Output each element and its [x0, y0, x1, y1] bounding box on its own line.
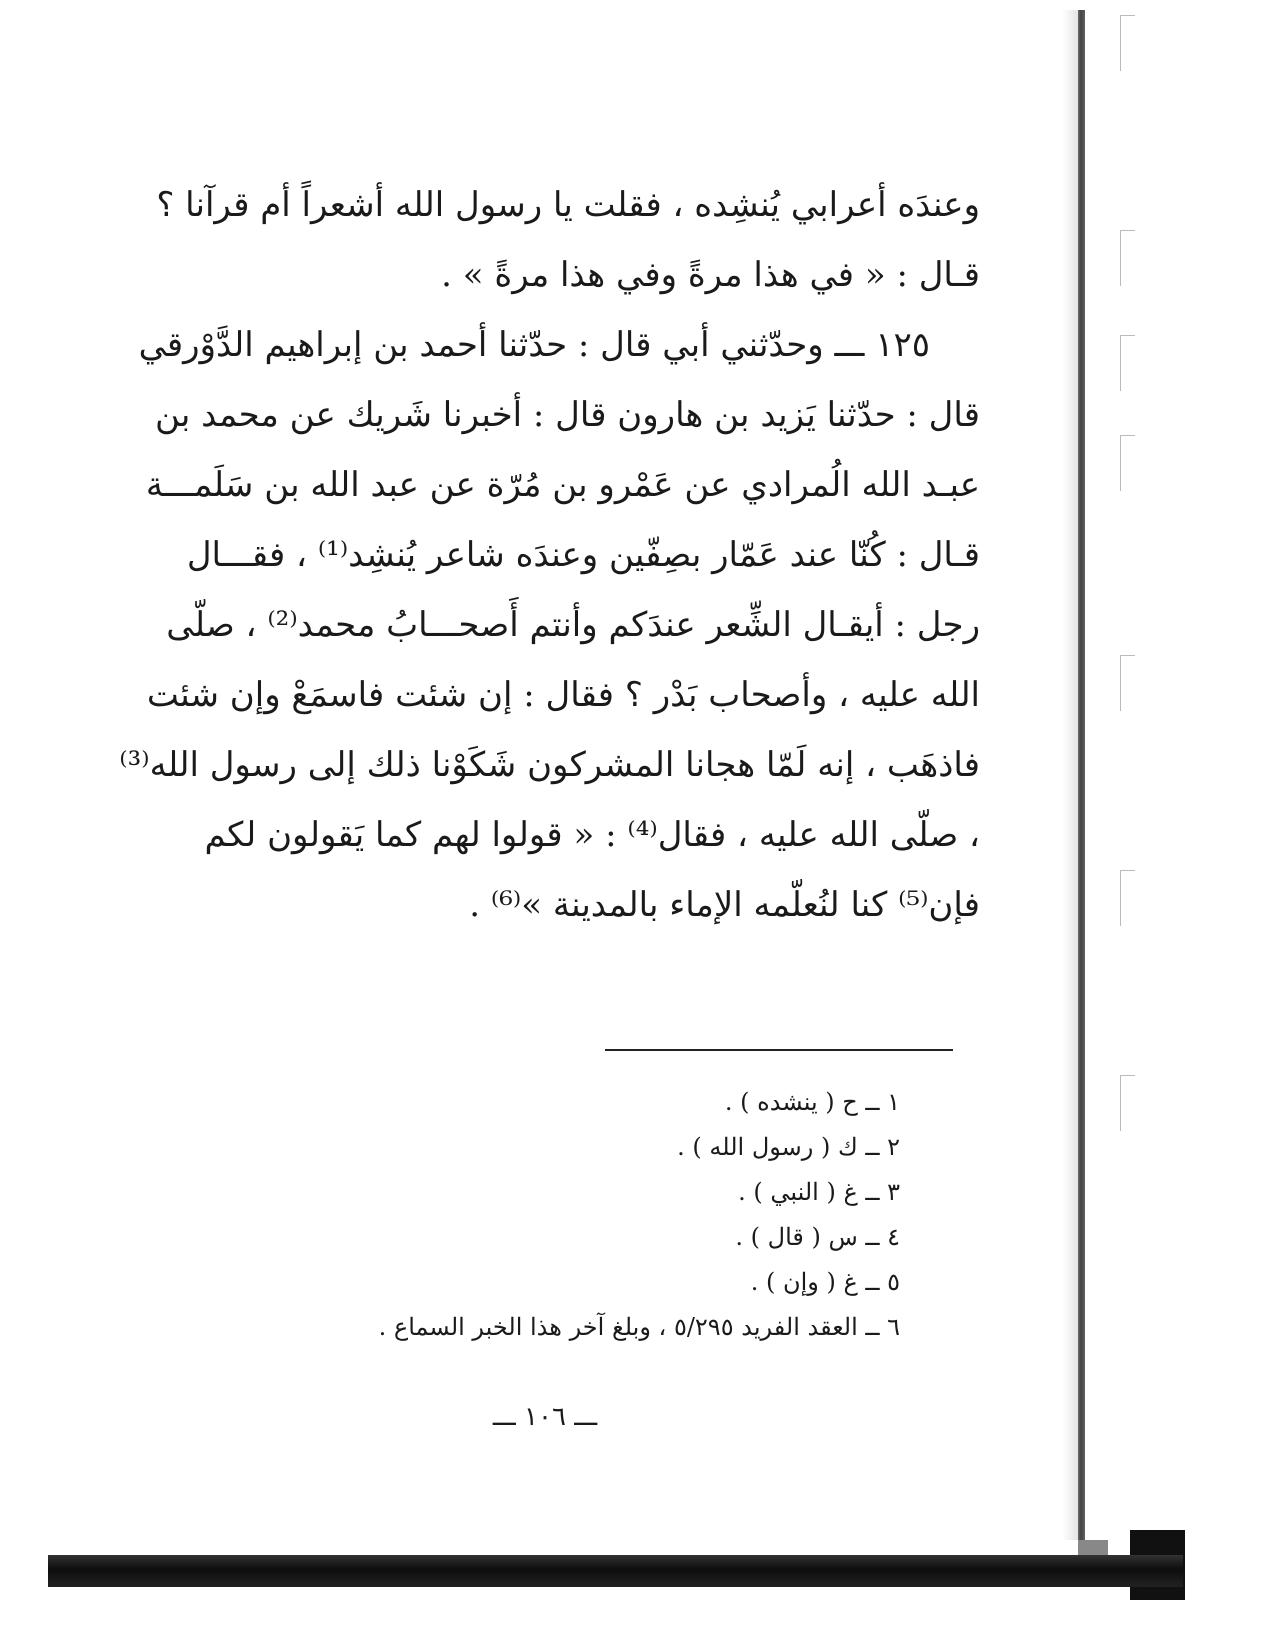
text-line-4: قال : حدّثنا يَزيد بن هارون قال : أخبرنا شَريك عن محمد بن [155, 395, 980, 435]
footnote-4: ٤ ــ س ( قال ) . [735, 1223, 900, 1251]
footnote-separator [605, 1049, 953, 1051]
text-line-10: ، صلّى الله عليه ، فقال⁽⁴⁾ : « قولوا لهم كما يَقولون لكم [204, 815, 980, 855]
footnote-6: ٦ ــ العقد الفريد ٥/٢٩٥ ، وبلغ آخر هذا الخبر السماع . [378, 1313, 900, 1341]
main-text [119, 170, 980, 940]
text-line-9: فاذهَب ، إنه لَمّا هجانا المشركون شَكَوْنا ذلك إلى رسول الله⁽³⁾ [119, 745, 980, 785]
text-line-2: قـال : « في هذا مرةً وفي هذا مرةً » . [441, 255, 980, 295]
page-edge-marks [1120, 15, 1160, 1515]
binding-shadow [1062, 10, 1078, 1540]
text-line-3: ١٢٥ ـــ وحدّثني أبي قال : حدّثنا أحمد بن إبراهيم الدَّوْرقي [138, 325, 930, 365]
text-line-5: عبـد الله الُمرادي عن عَمْرو بن مُرّة عن عبد الله بن سَلَمـــة [145, 465, 980, 505]
text-line-11: فإن⁽⁵⁾ كنا لنُعلّمه الإماء بالمدينة »⁽⁶⁾ . [469, 885, 980, 925]
footnote-5: ٥ ــ غ ( وإن ) . [750, 1268, 900, 1296]
binding-edge [1078, 10, 1085, 1540]
scanner-bar [48, 1555, 1183, 1587]
page-number: ـــ ١٠٦ ـــ [492, 1402, 598, 1432]
footnote-1: ١ ــ ح ( ينشده ) . [724, 1088, 900, 1116]
text-line-6: قـال : كُنّا عند عَمّار بصِفّين وعندَه شاعر يُنشِد⁽¹⁾ ، فقـــال [186, 535, 980, 575]
text-line-7: رجل : أيقـال الشِّعر عندَكم وأنتم أَصحـــابُ محمد⁽²⁾ ، صلّى [166, 605, 980, 645]
footnotes [300, 1080, 900, 1350]
text-line-8: الله عليه ، وأصحاب بَدْر ؟ فقال : إن شئت فاسمَعْ وإن شئت [146, 675, 980, 715]
footnote-2: ٢ ــ ك ( رسول الله ) . [677, 1133, 900, 1161]
footnote-3: ٣ ــ غ ( النبي ) . [738, 1178, 900, 1206]
text-line-1: وعندَه أعرابي يُنشِده ، فقلت يا رسول الله أشعراً أم قرآنا ؟ [156, 185, 980, 225]
